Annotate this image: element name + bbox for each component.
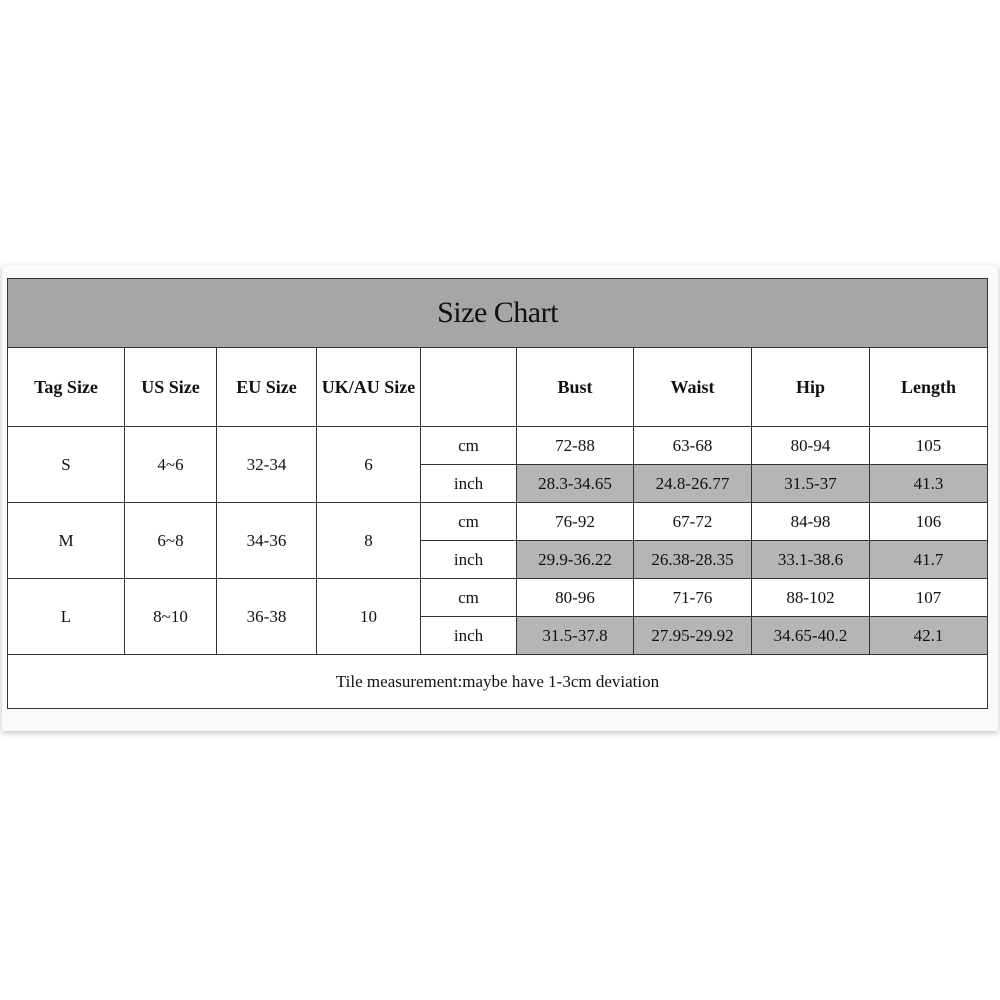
header-length: Length	[870, 348, 988, 427]
waist-cell: 24.8-26.77	[634, 465, 752, 503]
tag-size-cell: S	[8, 427, 125, 503]
table-row	[8, 427, 988, 465]
us-size-cell: 4~6	[125, 427, 217, 503]
length-cell: 41.7	[870, 541, 988, 579]
hip-cell: 33.1-38.6	[752, 541, 870, 579]
header-tag-size: Tag Size	[8, 348, 125, 427]
header-eu-size: EU Size	[217, 348, 317, 427]
uk-au-size-cell: 6	[317, 427, 421, 503]
us-size-cell: 6~8	[125, 503, 217, 579]
eu-size-cell: 36-38	[217, 579, 317, 655]
bust-cell: 28.3-34.65	[517, 465, 634, 503]
uk-au-size-cell: 10	[317, 579, 421, 655]
hip-cell: 88-102	[752, 579, 870, 617]
hip-cell: 31.5-37	[752, 465, 870, 503]
length-cell: 107	[870, 579, 988, 617]
length-cell: 41.3	[870, 465, 988, 503]
unit-cell: inch	[421, 541, 517, 579]
header-waist: Waist	[634, 348, 752, 427]
us-size-cell: 8~10	[125, 579, 217, 655]
eu-size-cell: 32-34	[217, 427, 317, 503]
waist-cell: 63-68	[634, 427, 752, 465]
hip-cell: 84-98	[752, 503, 870, 541]
eu-size-cell: 34-36	[217, 503, 317, 579]
bust-cell: 29.9-36.22	[517, 541, 634, 579]
uk-au-size-cell: 8	[317, 503, 421, 579]
unit-cell: inch	[421, 465, 517, 503]
length-cell: 105	[870, 427, 988, 465]
hip-cell: 34.65-40.2	[752, 617, 870, 655]
tag-size-cell: M	[8, 503, 125, 579]
header-row	[8, 348, 988, 427]
waist-cell: 67-72	[634, 503, 752, 541]
waist-cell: 26.38-28.35	[634, 541, 752, 579]
unit-cell: cm	[421, 503, 517, 541]
waist-cell: 27.95-29.92	[634, 617, 752, 655]
hip-cell: 80-94	[752, 427, 870, 465]
unit-cell: cm	[421, 427, 517, 465]
bust-cell: 80-96	[517, 579, 634, 617]
table-row	[8, 503, 988, 541]
unit-cell: cm	[421, 579, 517, 617]
header-us-size: US Size	[125, 348, 217, 427]
unit-cell: inch	[421, 617, 517, 655]
header-bust: Bust	[517, 348, 634, 427]
header-uk-au-size: UK/AU Size	[317, 348, 421, 427]
measurement-note: Tile measurement:maybe have 1-3cm deviation	[8, 655, 988, 709]
bust-cell: 31.5-37.8	[517, 617, 634, 655]
header-unit	[421, 348, 517, 427]
tag-size-cell: L	[8, 579, 125, 655]
bust-cell: 76-92	[517, 503, 634, 541]
size-chart-table	[7, 278, 988, 709]
length-cell: 106	[870, 503, 988, 541]
bust-cell: 72-88	[517, 427, 634, 465]
header-hip: Hip	[752, 348, 870, 427]
chart-title: Size Chart	[8, 279, 988, 348]
table-row	[8, 579, 988, 617]
length-cell: 42.1	[870, 617, 988, 655]
waist-cell: 71-76	[634, 579, 752, 617]
